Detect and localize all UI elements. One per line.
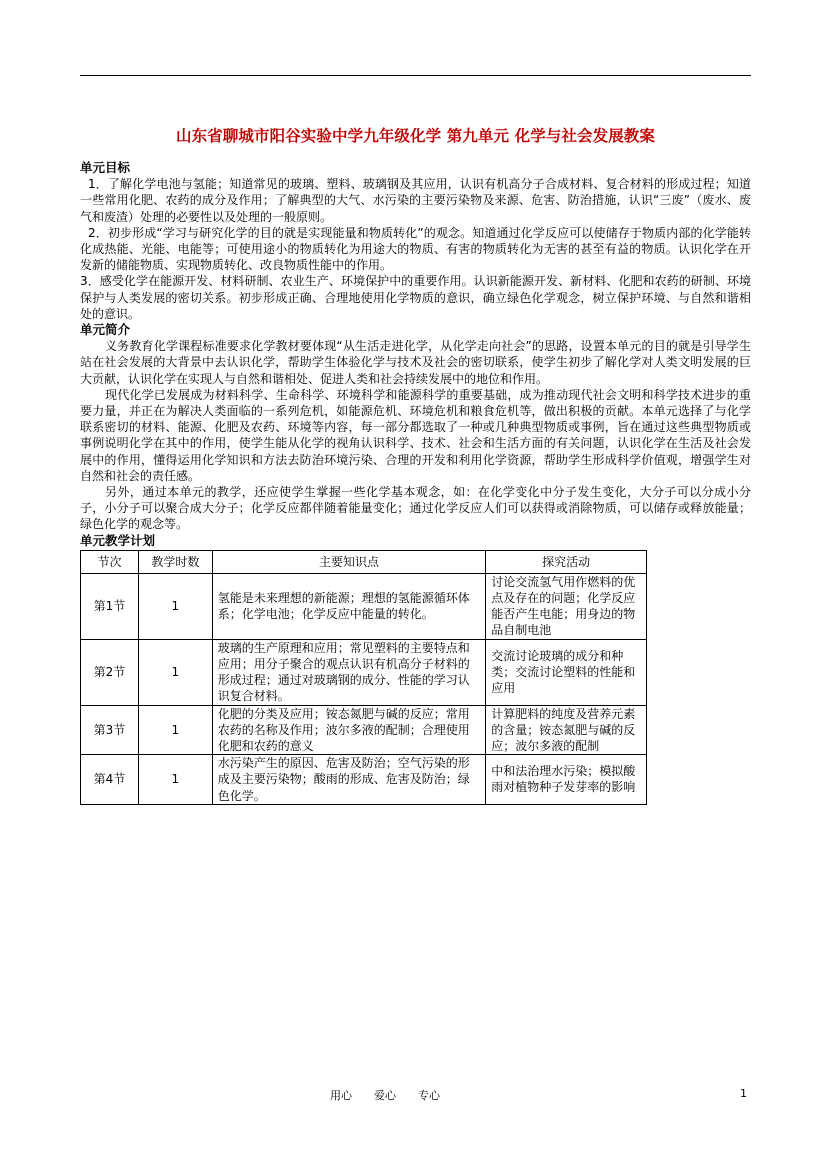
hours-cell: 1 xyxy=(138,639,212,705)
goal-item: 1．了解化学电池与氢能；知道常见的玻璃、塑料、玻璃钢及其应用，认识有机高分子合成材料、复合材料的形成过程；知道一些常用化肥、农药的成分及作用；了解典型的大气、水污染的主要污染物及来源、危害、防治措施，认识“三废”（废水、废气和废渣）处理的必要性以及处理的一般原则。 xyxy=(80,177,751,224)
table-row xyxy=(81,573,647,639)
column-header: 教学时数 xyxy=(138,550,212,573)
knowledge-cell: 氢能是未来理想的新能源；理想的氢能源循环体系；化学电池；化学反应中能量的转化。 xyxy=(212,573,485,639)
table-header-row xyxy=(81,550,647,573)
teaching-plan-table xyxy=(80,550,647,805)
intro-paragraph: 义务教育化学课程标准要求化学教材要体现“从生活走进化学，从化学走向社会”的思路，设置本单元的目的就是引导学生站在社会发展的大背景中去认识化学，帮助学生体验化学与技术及社会的密切联系，使学生初步了解化学对人类文明发展的巨大贡献，认识化学在实现人与自然和谐相处、促进人类和社会持续发展中的地位和作用。 xyxy=(80,339,751,386)
knowledge-cell: 玻璃的生产原理和应用；常见塑料的主要特点和应用；用分子聚合的观点认识有机高分子材料的形成过程；通过对玻璃钢的成分、性能的学习认识复合材料。 xyxy=(212,639,485,705)
hours-cell: 1 xyxy=(138,705,212,755)
activity-cell: 交流讨论玻璃的成分和种类；交流讨论塑料的性能和应用 xyxy=(486,639,647,705)
plan-heading: 单元教学计划 xyxy=(80,532,156,548)
knowledge-cell: 水污染产生的原因、危害及防治；空气污染的形成及主要污染物；酸雨的形成、危害及防治；绿色化学。 xyxy=(212,755,485,805)
section-cell: 第1节 xyxy=(81,573,139,639)
section-cell: 第3节 xyxy=(81,705,139,755)
activity-cell: 中和法治理水污染；模拟酸雨对植物种子发芽率的影响 xyxy=(486,755,647,805)
header-rule xyxy=(80,75,751,76)
intro-heading: 单元简介 xyxy=(80,322,131,338)
goals-heading: 单元目标 xyxy=(80,160,131,175)
column-header: 探究活动 xyxy=(486,550,647,573)
document-title: 山东省聊城市阳谷实验中学九年级化学 第九单元 化学与社会发展教案 xyxy=(176,126,655,145)
intro-paragraph: 另外，通过本单元的教学，还应使学生掌握一些化学基本观念，如：在化学变化中分子发生变化，大分子可以分成小分子，小分子可以聚合成大分子；化学反应都伴随着能量变化；通过化学反应人们可以获得或消除物质，可以储存或释放能量；绿色化学的观念等。 xyxy=(80,485,751,532)
table-row xyxy=(81,755,647,805)
goal-item: 2．初步形成“学习与研究化学的目的就是实现能量和物质转化”的观念。知道通过化学反应可以使储存于物质内部的化学能转化成热能、光能、电能等；可使用途小的物质转化为用途大的物质、有害的物质转化为无害的甚至有益的物质。认识化学在开发新的储能物质、实现物质转化、改良物质性能中的作用。 xyxy=(80,225,751,273)
hours-cell: 1 xyxy=(138,755,212,805)
table-row xyxy=(81,639,647,705)
section-cell: 第2节 xyxy=(81,639,139,705)
footer-motto: 用心 爱心 专心 xyxy=(330,1089,440,1102)
knowledge-cell: 化肥的分类及应用；铵态氮肥与碱的反应；常用农药的名称及作用；波尔多液的配制；合理使用化肥和农药的意义 xyxy=(212,705,485,755)
hours-cell: 1 xyxy=(138,573,212,639)
activity-cell: 计算肥料的纯度及营养元素的含量；铵态氮肥与碱的反应；波尔多液的配制 xyxy=(486,705,647,755)
column-header: 节次 xyxy=(81,550,139,573)
intro-paragraph: 现代化学已发展成为材料科学、生命科学、环境科学和能源科学的重要基础，成为推动现代社会文明和科学技术进步的重要力量，并正在为解决人类面临的一系列危机，如能源危机、环境危机和粮食危机等，做出积极的贡献。本单元选择了与化学联系密切的材料、能源、化肥及农药、环境等内容，每一部分都选取了一种或几种典型物质或事例，旨在通过这些典型物质或事例说明化学在其中的作用，使学生能从化学的视角认识科学、技术、社会和生活方面的有关问题，认识化学在生活及社会发展中的作用，懂得运用化学知识和方法去防治环境污染、合理的开发和利用化学资源，帮助学生形成科学价值观，增强学生对自然和社会的责任感。 xyxy=(80,387,751,483)
document-body xyxy=(80,160,751,805)
goal-item: 3．感受化学在能源开发、材料研制、农业生产、环境保护中的重要作用。认识新能源开发、新材料、化肥和农药的研制、环境保护与人类发展的密切关系。初步形成正确、合理地使用化学物质的意识，确立绿色化学观念，树立保护环境、与自然和谐相处的意识。 xyxy=(80,274,751,321)
page-number: 1 xyxy=(740,1087,747,1100)
table-row xyxy=(81,705,647,755)
section-cell: 第4节 xyxy=(81,755,139,805)
activity-cell: 讨论交流氢气用作燃料的优点及存在的问题；化学反应能否产生电能；用身边的物品自制电池 xyxy=(486,573,647,639)
column-header: 主要知识点 xyxy=(212,550,485,573)
